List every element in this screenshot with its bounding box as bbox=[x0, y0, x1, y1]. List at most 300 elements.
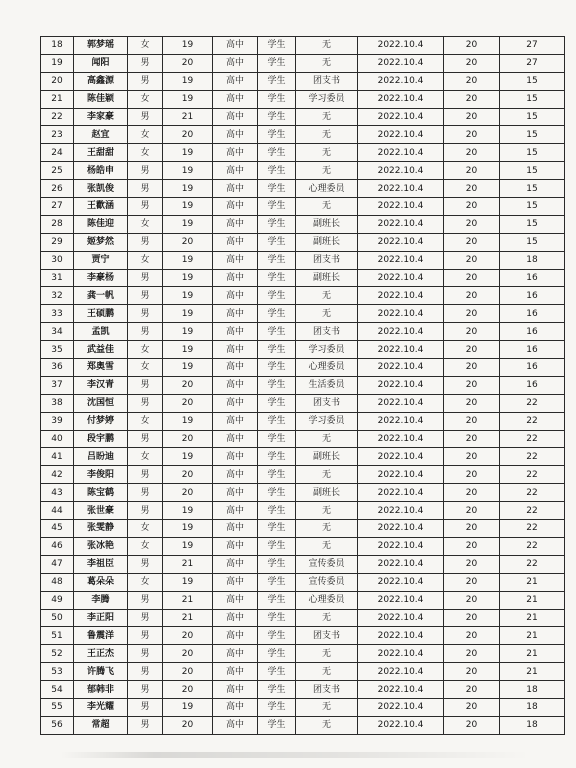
cell-occupation: 学生 bbox=[258, 520, 296, 538]
cell-no: 40 bbox=[41, 430, 74, 448]
table-row bbox=[41, 645, 565, 663]
cell-days: 20 bbox=[444, 394, 500, 412]
cell-days: 20 bbox=[444, 663, 500, 681]
table-row bbox=[41, 323, 565, 341]
cell-occupation: 学生 bbox=[258, 430, 296, 448]
cell-no: 39 bbox=[41, 412, 74, 430]
cell-date: 2022.10.4 bbox=[358, 341, 444, 359]
cell-score: 15 bbox=[500, 90, 565, 108]
cell-age: 19 bbox=[163, 341, 213, 359]
cell-position: 无 bbox=[296, 466, 358, 484]
cell-age: 19 bbox=[163, 323, 213, 341]
cell-days: 20 bbox=[444, 323, 500, 341]
cell-education: 高中 bbox=[213, 645, 258, 663]
cell-occupation: 学生 bbox=[258, 376, 296, 394]
cell-score: 16 bbox=[500, 269, 565, 287]
cell-gender: 男 bbox=[128, 555, 163, 573]
cell-score: 18 bbox=[500, 681, 565, 699]
cell-name: 许腾飞 bbox=[74, 663, 128, 681]
cell-education: 高中 bbox=[213, 537, 258, 555]
cell-gender: 男 bbox=[128, 609, 163, 627]
cell-no: 22 bbox=[41, 108, 74, 126]
cell-no: 21 bbox=[41, 90, 74, 108]
cell-occupation: 学生 bbox=[258, 162, 296, 180]
cell-date: 2022.10.4 bbox=[358, 663, 444, 681]
table-row bbox=[41, 448, 565, 466]
cell-no: 30 bbox=[41, 251, 74, 269]
cell-position: 团支书 bbox=[296, 394, 358, 412]
table-row bbox=[41, 698, 565, 716]
cell-name: 李光耀 bbox=[74, 698, 128, 716]
cell-no: 51 bbox=[41, 627, 74, 645]
cell-score: 16 bbox=[500, 359, 565, 377]
cell-position: 无 bbox=[296, 698, 358, 716]
cell-score: 15 bbox=[500, 72, 565, 90]
table-row bbox=[41, 484, 565, 502]
table-row bbox=[41, 520, 565, 538]
table-row bbox=[41, 90, 565, 108]
cell-education: 高中 bbox=[213, 305, 258, 323]
cell-days: 20 bbox=[444, 430, 500, 448]
cell-no: 31 bbox=[41, 269, 74, 287]
table-row bbox=[41, 198, 565, 216]
cell-date: 2022.10.4 bbox=[358, 144, 444, 162]
cell-age: 19 bbox=[163, 215, 213, 233]
cell-gender: 男 bbox=[128, 198, 163, 216]
cell-position: 团支书 bbox=[296, 681, 358, 699]
cell-gender: 女 bbox=[128, 251, 163, 269]
table-row bbox=[41, 573, 565, 591]
cell-occupation: 学生 bbox=[258, 269, 296, 287]
cell-date: 2022.10.4 bbox=[358, 716, 444, 734]
cell-days: 20 bbox=[444, 233, 500, 251]
cell-date: 2022.10.4 bbox=[358, 698, 444, 716]
cell-position: 宣传委员 bbox=[296, 573, 358, 591]
cell-age: 20 bbox=[163, 126, 213, 144]
cell-name: 王正杰 bbox=[74, 645, 128, 663]
cell-occupation: 学生 bbox=[258, 180, 296, 198]
table-row bbox=[41, 305, 565, 323]
cell-education: 高中 bbox=[213, 502, 258, 520]
cell-age: 19 bbox=[163, 502, 213, 520]
cell-no: 43 bbox=[41, 484, 74, 502]
cell-education: 高中 bbox=[213, 37, 258, 55]
cell-occupation: 学生 bbox=[258, 591, 296, 609]
cell-no: 50 bbox=[41, 609, 74, 627]
cell-name: 沈国恒 bbox=[74, 394, 128, 412]
table-row bbox=[41, 394, 565, 412]
cell-date: 2022.10.4 bbox=[358, 359, 444, 377]
table-row bbox=[41, 180, 565, 198]
cell-gender: 女 bbox=[128, 341, 163, 359]
cell-occupation: 学生 bbox=[258, 412, 296, 430]
cell-date: 2022.10.4 bbox=[358, 90, 444, 108]
cell-education: 高中 bbox=[213, 716, 258, 734]
cell-gender: 男 bbox=[128, 591, 163, 609]
table-row bbox=[41, 359, 565, 377]
cell-date: 2022.10.4 bbox=[358, 54, 444, 72]
cell-name: 龚一帆 bbox=[74, 287, 128, 305]
cell-days: 20 bbox=[444, 466, 500, 484]
table-row bbox=[41, 555, 565, 573]
cell-occupation: 学生 bbox=[258, 484, 296, 502]
cell-education: 高中 bbox=[213, 520, 258, 538]
cell-position: 无 bbox=[296, 198, 358, 216]
cell-date: 2022.10.4 bbox=[358, 233, 444, 251]
cell-position: 副班长 bbox=[296, 233, 358, 251]
cell-date: 2022.10.4 bbox=[358, 555, 444, 573]
cell-date: 2022.10.4 bbox=[358, 323, 444, 341]
cell-gender: 女 bbox=[128, 520, 163, 538]
cell-date: 2022.10.4 bbox=[358, 287, 444, 305]
cell-education: 高中 bbox=[213, 681, 258, 699]
cell-days: 20 bbox=[444, 215, 500, 233]
cell-name: 李家豪 bbox=[74, 108, 128, 126]
cell-days: 20 bbox=[444, 162, 500, 180]
cell-score: 22 bbox=[500, 520, 565, 538]
table-row bbox=[41, 108, 565, 126]
cell-gender: 男 bbox=[128, 627, 163, 645]
cell-date: 2022.10.4 bbox=[358, 305, 444, 323]
cell-date: 2022.10.4 bbox=[358, 520, 444, 538]
cell-gender: 女 bbox=[128, 448, 163, 466]
cell-age: 19 bbox=[163, 144, 213, 162]
cell-occupation: 学生 bbox=[258, 627, 296, 645]
cell-gender: 女 bbox=[128, 573, 163, 591]
cell-gender: 男 bbox=[128, 466, 163, 484]
cell-no: 32 bbox=[41, 287, 74, 305]
cell-education: 高中 bbox=[213, 359, 258, 377]
cell-score: 15 bbox=[500, 108, 565, 126]
cell-score: 16 bbox=[500, 341, 565, 359]
cell-no: 38 bbox=[41, 394, 74, 412]
cell-name: 李俊阳 bbox=[74, 466, 128, 484]
cell-position: 无 bbox=[296, 502, 358, 520]
cell-age: 19 bbox=[163, 537, 213, 555]
cell-name: 段宇鹏 bbox=[74, 430, 128, 448]
cell-days: 20 bbox=[444, 609, 500, 627]
cell-score: 16 bbox=[500, 376, 565, 394]
cell-no: 54 bbox=[41, 681, 74, 699]
cell-date: 2022.10.4 bbox=[358, 681, 444, 699]
cell-gender: 男 bbox=[128, 162, 163, 180]
cell-age: 19 bbox=[163, 251, 213, 269]
cell-date: 2022.10.4 bbox=[358, 269, 444, 287]
cell-education: 高中 bbox=[213, 90, 258, 108]
cell-gender: 男 bbox=[128, 430, 163, 448]
table-row bbox=[41, 412, 565, 430]
cell-education: 高中 bbox=[213, 573, 258, 591]
cell-position: 学习委员 bbox=[296, 412, 358, 430]
cell-gender: 女 bbox=[128, 90, 163, 108]
cell-name: 高鑫源 bbox=[74, 72, 128, 90]
cell-name: 李祖臣 bbox=[74, 555, 128, 573]
cell-age: 20 bbox=[163, 484, 213, 502]
cell-gender: 男 bbox=[128, 698, 163, 716]
cell-occupation: 学生 bbox=[258, 37, 296, 55]
cell-occupation: 学生 bbox=[258, 251, 296, 269]
cell-age: 19 bbox=[163, 520, 213, 538]
table-row bbox=[41, 663, 565, 681]
cell-name: 陈佳迎 bbox=[74, 215, 128, 233]
cell-name: 李腾 bbox=[74, 591, 128, 609]
cell-gender: 男 bbox=[128, 645, 163, 663]
cell-age: 19 bbox=[163, 412, 213, 430]
cell-no: 55 bbox=[41, 698, 74, 716]
cell-name: 张世豪 bbox=[74, 502, 128, 520]
cell-age: 20 bbox=[163, 54, 213, 72]
cell-name: 郑奥雪 bbox=[74, 359, 128, 377]
cell-occupation: 学生 bbox=[258, 341, 296, 359]
cell-position: 无 bbox=[296, 645, 358, 663]
cell-age: 19 bbox=[163, 359, 213, 377]
cell-score: 27 bbox=[500, 54, 565, 72]
cell-position: 无 bbox=[296, 108, 358, 126]
cell-position: 无 bbox=[296, 162, 358, 180]
cell-score: 21 bbox=[500, 663, 565, 681]
cell-score: 27 bbox=[500, 37, 565, 55]
cell-days: 20 bbox=[444, 573, 500, 591]
cell-score: 22 bbox=[500, 466, 565, 484]
cell-education: 高中 bbox=[213, 251, 258, 269]
cell-no: 53 bbox=[41, 663, 74, 681]
cell-date: 2022.10.4 bbox=[358, 537, 444, 555]
cell-score: 22 bbox=[500, 502, 565, 520]
cell-occupation: 学生 bbox=[258, 609, 296, 627]
cell-name: 孟凯 bbox=[74, 323, 128, 341]
cell-score: 22 bbox=[500, 412, 565, 430]
cell-name: 贾宁 bbox=[74, 251, 128, 269]
cell-days: 20 bbox=[444, 555, 500, 573]
table-row bbox=[41, 537, 565, 555]
cell-days: 20 bbox=[444, 144, 500, 162]
cell-occupation: 学生 bbox=[258, 359, 296, 377]
cell-days: 20 bbox=[444, 198, 500, 216]
cell-education: 高中 bbox=[213, 287, 258, 305]
cell-date: 2022.10.4 bbox=[358, 573, 444, 591]
cell-education: 高中 bbox=[213, 233, 258, 251]
cell-age: 20 bbox=[163, 645, 213, 663]
cell-days: 20 bbox=[444, 305, 500, 323]
cell-occupation: 学生 bbox=[258, 394, 296, 412]
cell-name: 李汉青 bbox=[74, 376, 128, 394]
cell-education: 高中 bbox=[213, 466, 258, 484]
cell-days: 20 bbox=[444, 698, 500, 716]
student-roster-table bbox=[40, 36, 565, 735]
cell-name: 张雯静 bbox=[74, 520, 128, 538]
cell-gender: 女 bbox=[128, 537, 163, 555]
cell-age: 20 bbox=[163, 394, 213, 412]
table-row bbox=[41, 502, 565, 520]
cell-no: 36 bbox=[41, 359, 74, 377]
table-row bbox=[41, 144, 565, 162]
cell-position: 无 bbox=[296, 609, 358, 627]
cell-gender: 男 bbox=[128, 376, 163, 394]
cell-no: 29 bbox=[41, 233, 74, 251]
cell-no: 47 bbox=[41, 555, 74, 573]
cell-position: 学习委员 bbox=[296, 90, 358, 108]
cell-position: 副班长 bbox=[296, 448, 358, 466]
cell-position: 团支书 bbox=[296, 323, 358, 341]
cell-date: 2022.10.4 bbox=[358, 627, 444, 645]
cell-score: 22 bbox=[500, 484, 565, 502]
cell-name: 赵宜 bbox=[74, 126, 128, 144]
cell-days: 20 bbox=[444, 108, 500, 126]
cell-no: 56 bbox=[41, 716, 74, 734]
cell-occupation: 学生 bbox=[258, 555, 296, 573]
table-row bbox=[41, 287, 565, 305]
cell-education: 高中 bbox=[213, 323, 258, 341]
cell-name: 鲁震洋 bbox=[74, 627, 128, 645]
cell-days: 20 bbox=[444, 448, 500, 466]
table-row bbox=[41, 54, 565, 72]
cell-age: 19 bbox=[163, 180, 213, 198]
cell-score: 22 bbox=[500, 430, 565, 448]
cell-education: 高中 bbox=[213, 412, 258, 430]
cell-days: 20 bbox=[444, 716, 500, 734]
cell-score: 21 bbox=[500, 609, 565, 627]
cell-days: 20 bbox=[444, 287, 500, 305]
cell-age: 19 bbox=[163, 448, 213, 466]
cell-name: 陈宝鹤 bbox=[74, 484, 128, 502]
cell-gender: 男 bbox=[128, 681, 163, 699]
cell-age: 20 bbox=[163, 466, 213, 484]
cell-name: 葛朵朵 bbox=[74, 573, 128, 591]
cell-score: 15 bbox=[500, 162, 565, 180]
cell-gender: 男 bbox=[128, 484, 163, 502]
cell-occupation: 学生 bbox=[258, 645, 296, 663]
cell-age: 20 bbox=[163, 716, 213, 734]
cell-score: 22 bbox=[500, 555, 565, 573]
cell-date: 2022.10.4 bbox=[358, 251, 444, 269]
cell-no: 20 bbox=[41, 72, 74, 90]
cell-no: 37 bbox=[41, 376, 74, 394]
cell-occupation: 学生 bbox=[258, 198, 296, 216]
cell-date: 2022.10.4 bbox=[358, 126, 444, 144]
cell-name: 郁韩非 bbox=[74, 681, 128, 699]
cell-gender: 男 bbox=[128, 72, 163, 90]
cell-score: 21 bbox=[500, 627, 565, 645]
cell-days: 20 bbox=[444, 412, 500, 430]
cell-days: 20 bbox=[444, 484, 500, 502]
cell-gender: 女 bbox=[128, 126, 163, 144]
cell-position: 心理委员 bbox=[296, 359, 358, 377]
cell-date: 2022.10.4 bbox=[358, 215, 444, 233]
cell-name: 李豪杨 bbox=[74, 269, 128, 287]
roster-body bbox=[41, 37, 565, 735]
cell-age: 21 bbox=[163, 108, 213, 126]
cell-days: 20 bbox=[444, 359, 500, 377]
cell-score: 15 bbox=[500, 144, 565, 162]
cell-date: 2022.10.4 bbox=[358, 376, 444, 394]
cell-education: 高中 bbox=[213, 54, 258, 72]
cell-days: 20 bbox=[444, 627, 500, 645]
cell-position: 无 bbox=[296, 126, 358, 144]
cell-position: 副班长 bbox=[296, 484, 358, 502]
cell-score: 16 bbox=[500, 305, 565, 323]
cell-occupation: 学生 bbox=[258, 698, 296, 716]
cell-gender: 男 bbox=[128, 663, 163, 681]
cell-name: 付梦婷 bbox=[74, 412, 128, 430]
cell-gender: 女 bbox=[128, 215, 163, 233]
cell-education: 高中 bbox=[213, 341, 258, 359]
table-row bbox=[41, 233, 565, 251]
cell-education: 高中 bbox=[213, 698, 258, 716]
cell-name: 张凯俊 bbox=[74, 180, 128, 198]
cell-education: 高中 bbox=[213, 591, 258, 609]
table-row bbox=[41, 126, 565, 144]
cell-days: 20 bbox=[444, 72, 500, 90]
cell-age: 20 bbox=[163, 430, 213, 448]
table-row bbox=[41, 609, 565, 627]
cell-score: 15 bbox=[500, 126, 565, 144]
cell-education: 高中 bbox=[213, 108, 258, 126]
cell-position: 团支书 bbox=[296, 72, 358, 90]
cell-no: 33 bbox=[41, 305, 74, 323]
cell-date: 2022.10.4 bbox=[358, 609, 444, 627]
cell-name: 姬梦然 bbox=[74, 233, 128, 251]
cell-gender: 男 bbox=[128, 233, 163, 251]
cell-no: 34 bbox=[41, 323, 74, 341]
cell-name: 常超 bbox=[74, 716, 128, 734]
cell-position: 无 bbox=[296, 287, 358, 305]
cell-gender: 女 bbox=[128, 144, 163, 162]
cell-age: 19 bbox=[163, 90, 213, 108]
cell-date: 2022.10.4 bbox=[358, 502, 444, 520]
cell-age: 21 bbox=[163, 591, 213, 609]
table-row bbox=[41, 466, 565, 484]
cell-name: 王歡涵 bbox=[74, 198, 128, 216]
cell-name: 闻阳 bbox=[74, 54, 128, 72]
cell-date: 2022.10.4 bbox=[358, 448, 444, 466]
cell-name: 郭梦瑶 bbox=[74, 37, 128, 55]
cell-age: 20 bbox=[163, 233, 213, 251]
cell-date: 2022.10.4 bbox=[358, 484, 444, 502]
cell-occupation: 学生 bbox=[258, 215, 296, 233]
cell-occupation: 学生 bbox=[258, 323, 296, 341]
cell-date: 2022.10.4 bbox=[358, 108, 444, 126]
cell-score: 15 bbox=[500, 233, 565, 251]
cell-score: 22 bbox=[500, 537, 565, 555]
cell-gender: 男 bbox=[128, 323, 163, 341]
cell-score: 15 bbox=[500, 215, 565, 233]
cell-score: 22 bbox=[500, 394, 565, 412]
cell-occupation: 学生 bbox=[258, 716, 296, 734]
cell-name: 王硕鹏 bbox=[74, 305, 128, 323]
cell-age: 19 bbox=[163, 37, 213, 55]
cell-age: 19 bbox=[163, 573, 213, 591]
cell-occupation: 学生 bbox=[258, 502, 296, 520]
cell-no: 48 bbox=[41, 573, 74, 591]
cell-days: 20 bbox=[444, 90, 500, 108]
cell-education: 高中 bbox=[213, 269, 258, 287]
cell-date: 2022.10.4 bbox=[358, 412, 444, 430]
cell-position: 无 bbox=[296, 305, 358, 323]
cell-education: 高中 bbox=[213, 484, 258, 502]
cell-days: 20 bbox=[444, 537, 500, 555]
cell-gender: 男 bbox=[128, 716, 163, 734]
cell-date: 2022.10.4 bbox=[358, 37, 444, 55]
cell-days: 20 bbox=[444, 54, 500, 72]
cell-days: 20 bbox=[444, 591, 500, 609]
cell-name: 王甜甜 bbox=[74, 144, 128, 162]
cell-gender: 男 bbox=[128, 287, 163, 305]
cell-education: 高中 bbox=[213, 448, 258, 466]
cell-gender: 女 bbox=[128, 37, 163, 55]
table-row bbox=[41, 681, 565, 699]
cell-date: 2022.10.4 bbox=[358, 180, 444, 198]
cell-score: 21 bbox=[500, 645, 565, 663]
